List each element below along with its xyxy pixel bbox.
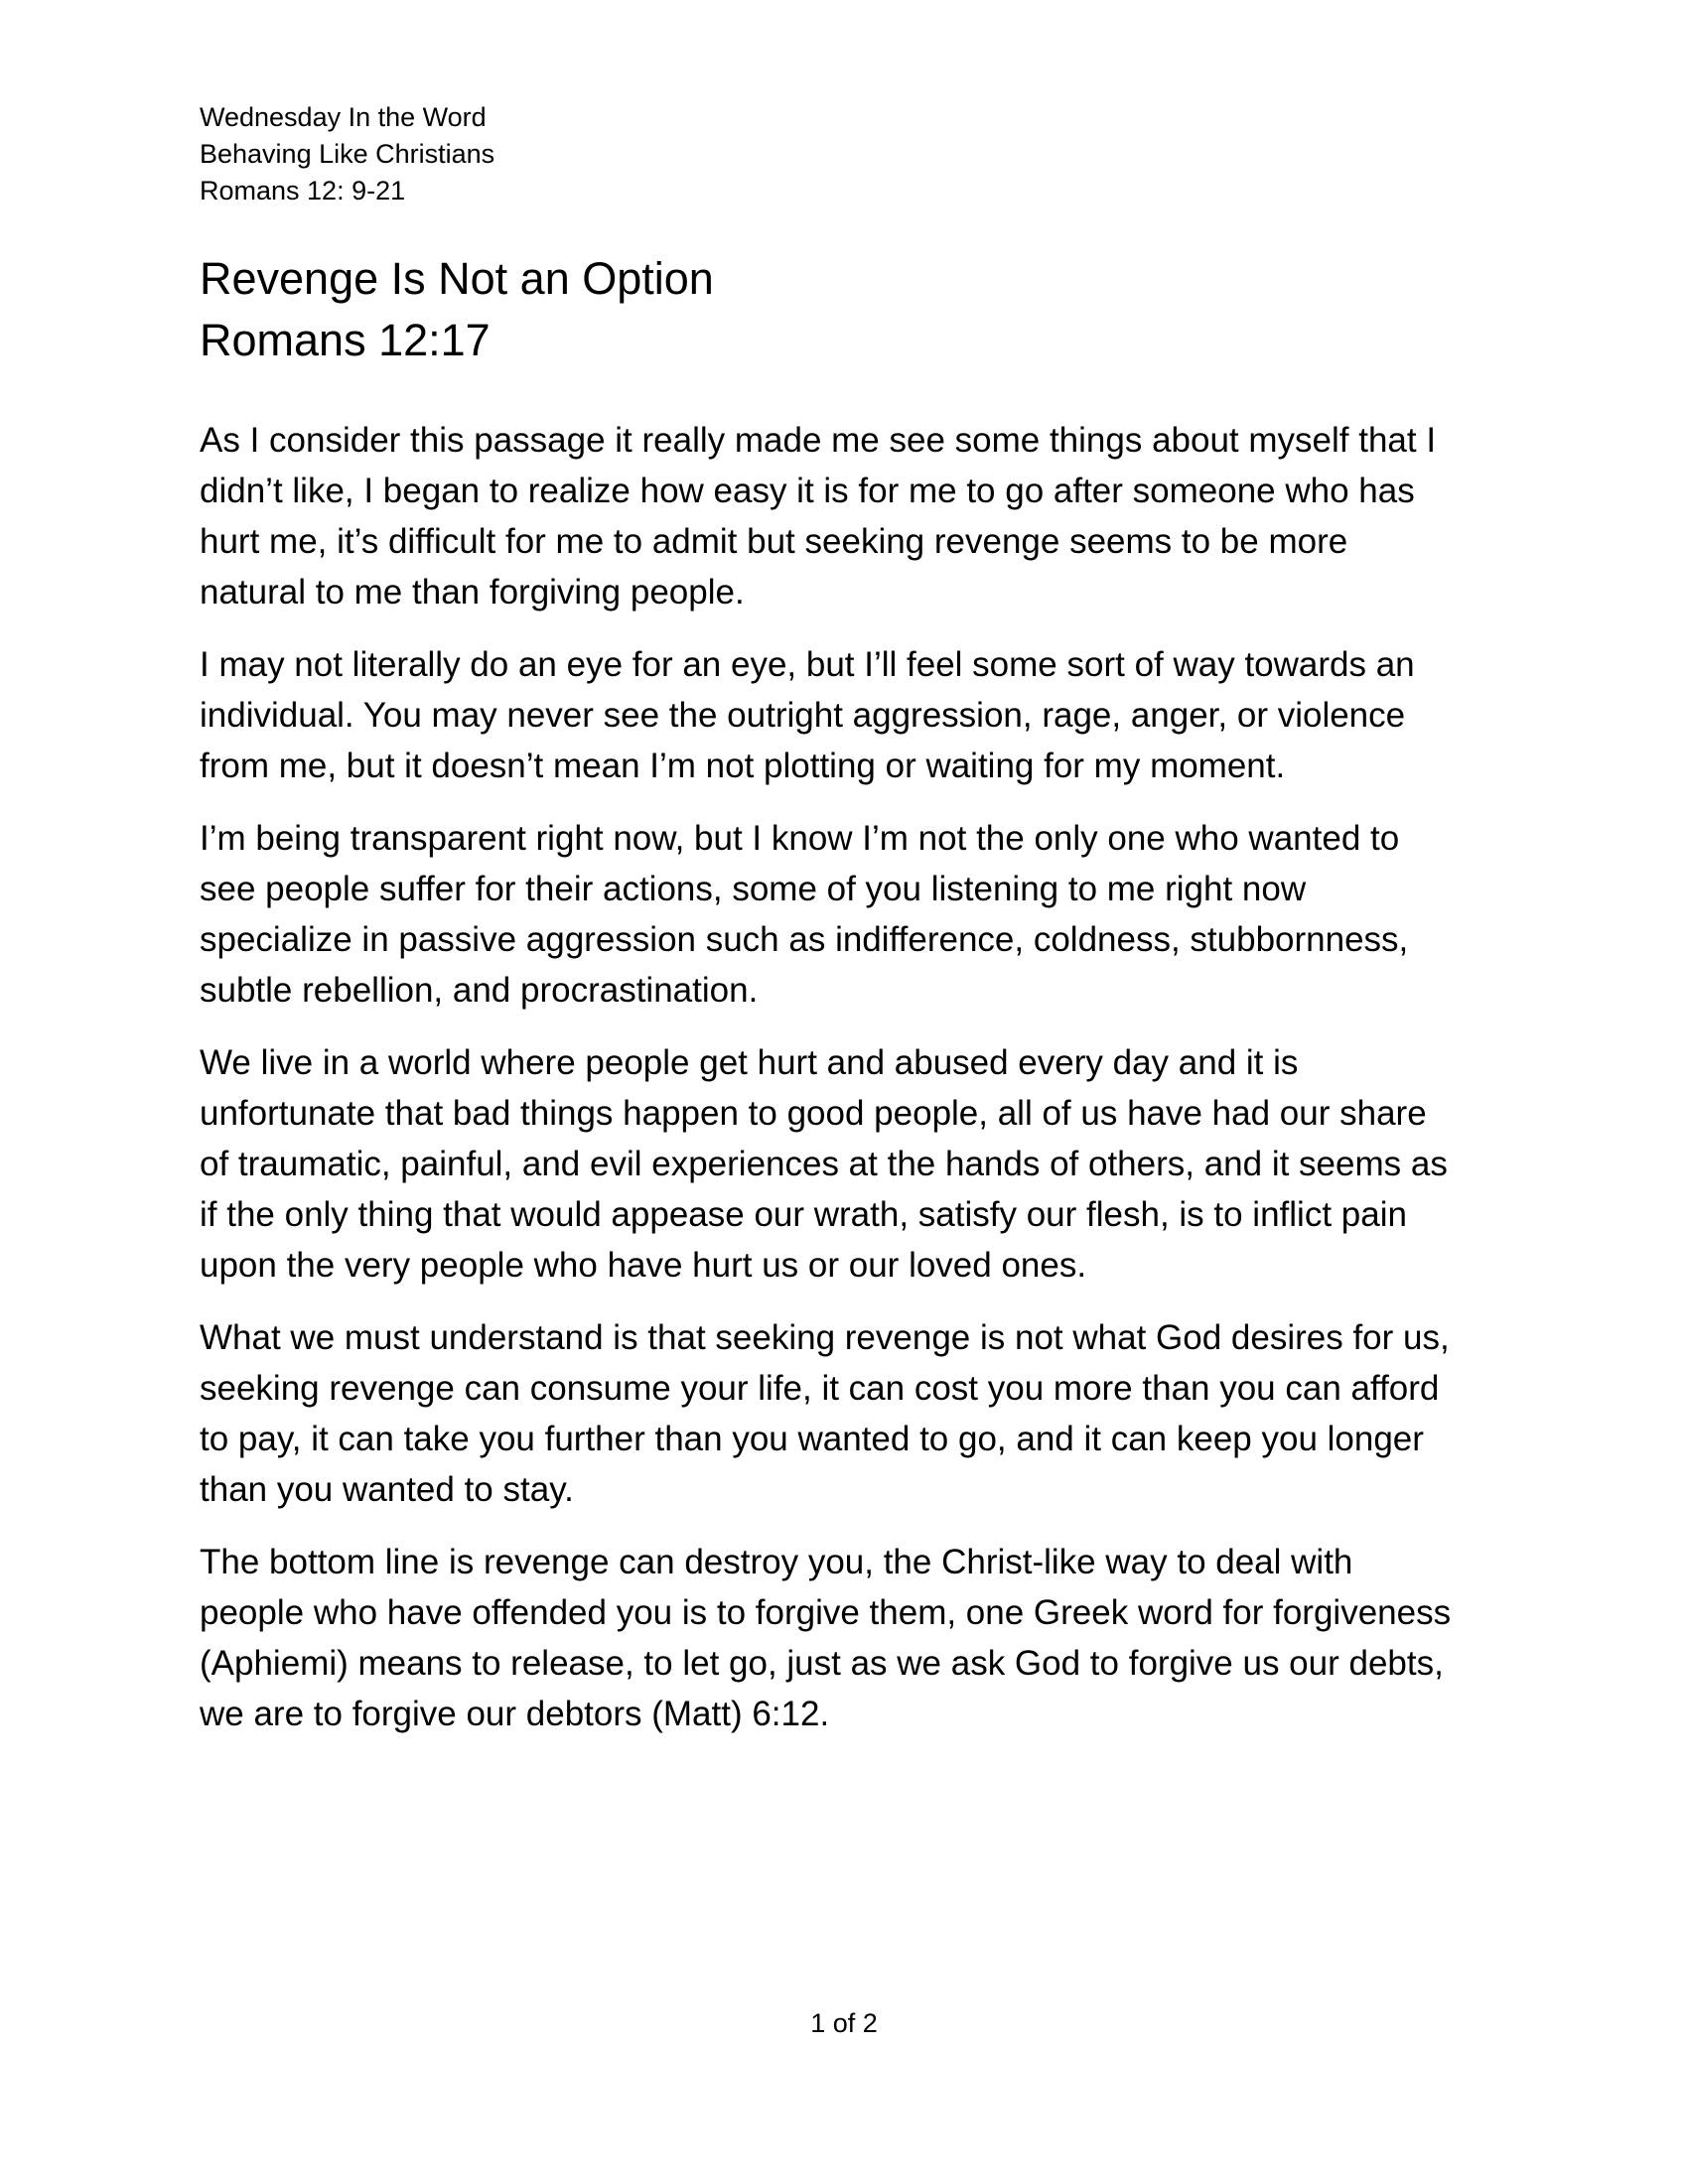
- document-title: [200, 248, 1490, 371]
- paragraph-3: [200, 813, 1490, 1016]
- text-line: individual. You may never see the outright aggression, rage, anger, or violence: [200, 696, 1406, 735]
- title-heading: Revenge Is Not an Option: [200, 253, 714, 304]
- text-line: of traumatic, painful, and evil experiences at the hands of others, and it seems as: [200, 1145, 1448, 1183]
- text-line: hurt me, it’s difficult for me to admit but seeking revenge seems to be more: [200, 522, 1348, 561]
- text-line: we are to forgive our debtors (Matt) 6:12.: [200, 1695, 830, 1733]
- text-line: people who have offended you is to forgive them, one Greek word for forgiveness: [200, 1593, 1452, 1632]
- text-line: see people suffer for their actions, some of you listening to me right now: [200, 870, 1307, 908]
- document-header: [200, 99, 1490, 209]
- text-line: if the only thing that would appease our wrath, satisfy our flesh, is to inflict pain: [200, 1195, 1407, 1234]
- page-number: 1 of 2: [810, 2008, 878, 2038]
- paragraph-4: [200, 1037, 1490, 1291]
- text-line: As I consider this passage it really made me see some things about myself that I: [200, 421, 1437, 460]
- text-line: didn’t like, I began to realize how easy it is for me to go after someone who has: [200, 472, 1415, 510]
- text-line: The bottom line is revenge can destroy you, the Christ-like way to deal with: [200, 1543, 1353, 1581]
- header-topic: Behaving Like Christians: [200, 139, 495, 169]
- text-line: I’m being transparent right now, but I know I’m not the only one who wanted to: [200, 819, 1400, 858]
- text-line: upon the very people who have hurt us or our loved ones.: [200, 1246, 1087, 1285]
- text-line: than you wanted to stay.: [200, 1470, 574, 1509]
- text-line: specialize in passive aggression such as indifference, coldness, stubbornness,: [200, 920, 1409, 959]
- paragraph-2: [200, 639, 1490, 791]
- text-line: natural to me than forgiving people.: [200, 573, 745, 612]
- text-line: unfortunate that bad things happen to good people, all of us have had our share: [200, 1094, 1427, 1133]
- text-line: to pay, it can take you further than you wanted to go, and it can keep you longer: [200, 1420, 1424, 1458]
- title-scripture-reference: Romans 12:17: [200, 315, 491, 365]
- header-series-title: Wednesday In the Word: [200, 102, 487, 132]
- paragraph-5: [200, 1312, 1490, 1515]
- text-line: from me, but it doesn’t mean I’m not plotting or waiting for my moment.: [200, 747, 1286, 785]
- paragraph-1: [200, 415, 1490, 617]
- text-line: seeking revenge can consume your life, it can cost you more than you can afford: [200, 1369, 1440, 1408]
- text-line: We live in a world where people get hurt and abused every day and it is: [200, 1043, 1299, 1082]
- header-scripture-range: Romans 12: 9-21: [200, 176, 406, 205]
- text-line: I may not literally do an eye for an eye, but I’ll feel some sort of way towards an: [200, 645, 1415, 684]
- text-line: (Aphiemi) means to release, to let go, just as we ask God to forgive us our debts,: [200, 1644, 1444, 1683]
- text-line: What we must understand is that seeking revenge is not what God desires for us,: [200, 1318, 1450, 1357]
- paragraph-6: [200, 1537, 1490, 1739]
- text-line: subtle rebellion, and procrastination.: [200, 971, 759, 1010]
- document-body: [200, 415, 1490, 1761]
